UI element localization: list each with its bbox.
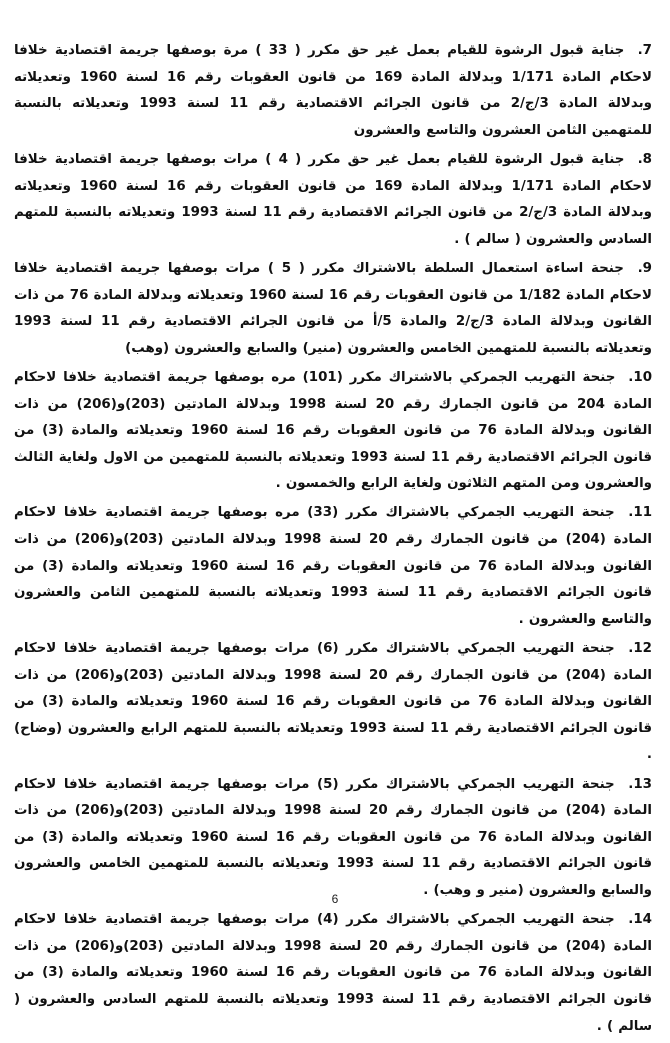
item-number: 7. <box>637 43 652 58</box>
list-item <box>14 500 652 633</box>
item-number: 11. <box>628 505 653 521</box>
list-item <box>14 147 652 253</box>
item-text: جناية قبول الرشوة للقيام بعمل غير حق مكرر ( 4 ) مرات بوصفها جريمة اقتصادية خلافا لاحكام المادة 1/171 وبدلالة المادة 169 من قانون العقوبات رقم 16 لسنة 1960 وتعديلاته وبدلالة المادة 3/ج/2 من قانون الجرائم الاقتصادية رقم 11 لسنة 1993 وتعديلاته بالنسبة للمتهم السادس والعشرون ( سالم ) . <box>14 151 653 247</box>
item-number: 13. <box>628 776 652 792</box>
item-number: 8. <box>637 151 652 167</box>
list-item <box>14 636 652 769</box>
item-number: 9. <box>637 260 652 276</box>
list-item <box>14 256 652 362</box>
item-text: جناية قبول الرشوة للقيام بعمل غير حق مكرر ( 33 ) مرة بوصفها جريمة اقتصادية خلافا لاحكام المادة 1/171 وبدلالة المادة 169 من قانون العقوبات رقم 16 لسنة 1960 وتعديلاته وبدلالة المادة 3/ج/2 من قانون الجرائم الاقتصادية رقم 11 لسنة 1993 وتعديلاته بالنسبة للمتهمين الثامن العشرون والتاسع والعشرون <box>14 43 653 138</box>
item-text: جنحة التهريب الجمركي بالاشتراك مكرر (101) مره بوصفها جريمة اقتصادية خلافا لاحكام المادة 204 من قانون الجمارك رقم 20 لسنة 1998 وبدلالة المادتين (203)و(206) من ذات القانون وبدلالة المادة 76 من قانون العقوبات رقم 16 لسنة 1960 وتعديلاته والمادة (3) من قانون الجرائم الاقتصادية رقم 11 لسنة 1993 وتعديلاته بالنسبة للمتهمين من الاول ولغاية الثالث والعشرون ومن المتهم الثلاثون ولغاية الرابع والخمسون . <box>14 369 652 492</box>
item-number: 14. <box>628 912 652 928</box>
list-item <box>14 365 652 498</box>
list-item <box>14 907 652 1040</box>
page-number: 6 <box>331 892 339 906</box>
item-text: جنحة التهريب الجمركي بالاشتراك مكرر (6) مرات بوصفها جريمة اقتصادية خلافا لاحكام المادة (204) من قانون الجمارك رقم 20 لسنة 1998 وبدلالة المادتين (203)و(206) من ذات القانون وبدلالة المادة 76 من قانون العقوبات رقم 16 لسنة 1960 وتعديلاته والمادة (3) من قانون الجرائم الاقتصادية رقم 11 لسنة 1993 وتعديلاته بالنسبة للمتهم الرابع والعشرون (وضاح) . <box>14 641 653 763</box>
item-text: جنحة التهريب الجمركي بالاشتراك مكرر (4) مرات بوصفها جريمة اقتصادية خلافا لاحكام المادة (204) من قانون الجمارك رقم 20 لسنة 1998 وبدلالة المادتين (203)و(206) من ذات القانون وبدلالة المادة 76 من قانون العقوبات رقم 16 لسنة 1960 وتعديلاته والمادة (3) من قانون الجرائم الاقتصادية رقم 11 لسنة 1993 وتعديلاته بالنسبة للمتهم السادس والعشرون ( سالم ) . <box>14 912 653 1034</box>
item-text: جنحة اساءة استعمال السلطة بالاشتراك مكرر ( 5 ) مرات بوصفها جريمة اقتصادية خلافا لاحكام المادة 1/182 من قانون العقوبات رقم 16 لسنة 1960 وتعديلاته وبدلالة المادة 76 من ذات القانون وبدلالة المادة 3/ج/2 والمادة 5/أ من قانون الجرائم الاقتصادية رقم 11 لسنة 1993 وتعديلاته بالنسبة للمتهمين الخامس والعشرون (منير) والسابع والعشرون (وهب) <box>14 260 652 356</box>
item-text: جنحة التهريب الجمركي بالاشتراك مكرر (33) مره بوصفها جريمة اقتصادية خلافا لاحكام المادة (204) من قانون الجمارك رقم 20 لسنة 1998 وبدلالة المادتين (203)و(206) من ذات القانون وبدلالة المادة 76 من قانون العقوبات رقم 16 لسنة 1960 وتعديلاته والمادة (3) من قانون الجرائم الاقتصادية رقم 11 لسنة 1993 وتعديلاته بالنسبة للمتهمين الثامن والعشرون والتاسع والعشرون . <box>14 505 653 627</box>
item-text: جنحة التهريب الجمركي بالاشتراك مكرر (5) مرات بوصفها جريمة اقتصادية خلافا لاحكام المادة (204) من قانون الجمارك رقم 20 لسنة 1998 وبدلالة المادتين (203)و(206) من ذات القانون وبدلالة المادة 76 من قانون العقوبات رقم 16 لسنة 1960 وتعديلاته والمادة (3) من قانون الجرائم الاقتصادية رقم 11 لسنة 1993 وتعديلاته بالنسبة للمتهمين الخامس والعشرون والسابع والعشرون (منير و وهب) . <box>14 776 653 898</box>
item-number: 12. <box>628 641 652 657</box>
item-number: 10. <box>628 369 653 385</box>
list-item <box>14 772 652 905</box>
list-item <box>14 38 652 144</box>
